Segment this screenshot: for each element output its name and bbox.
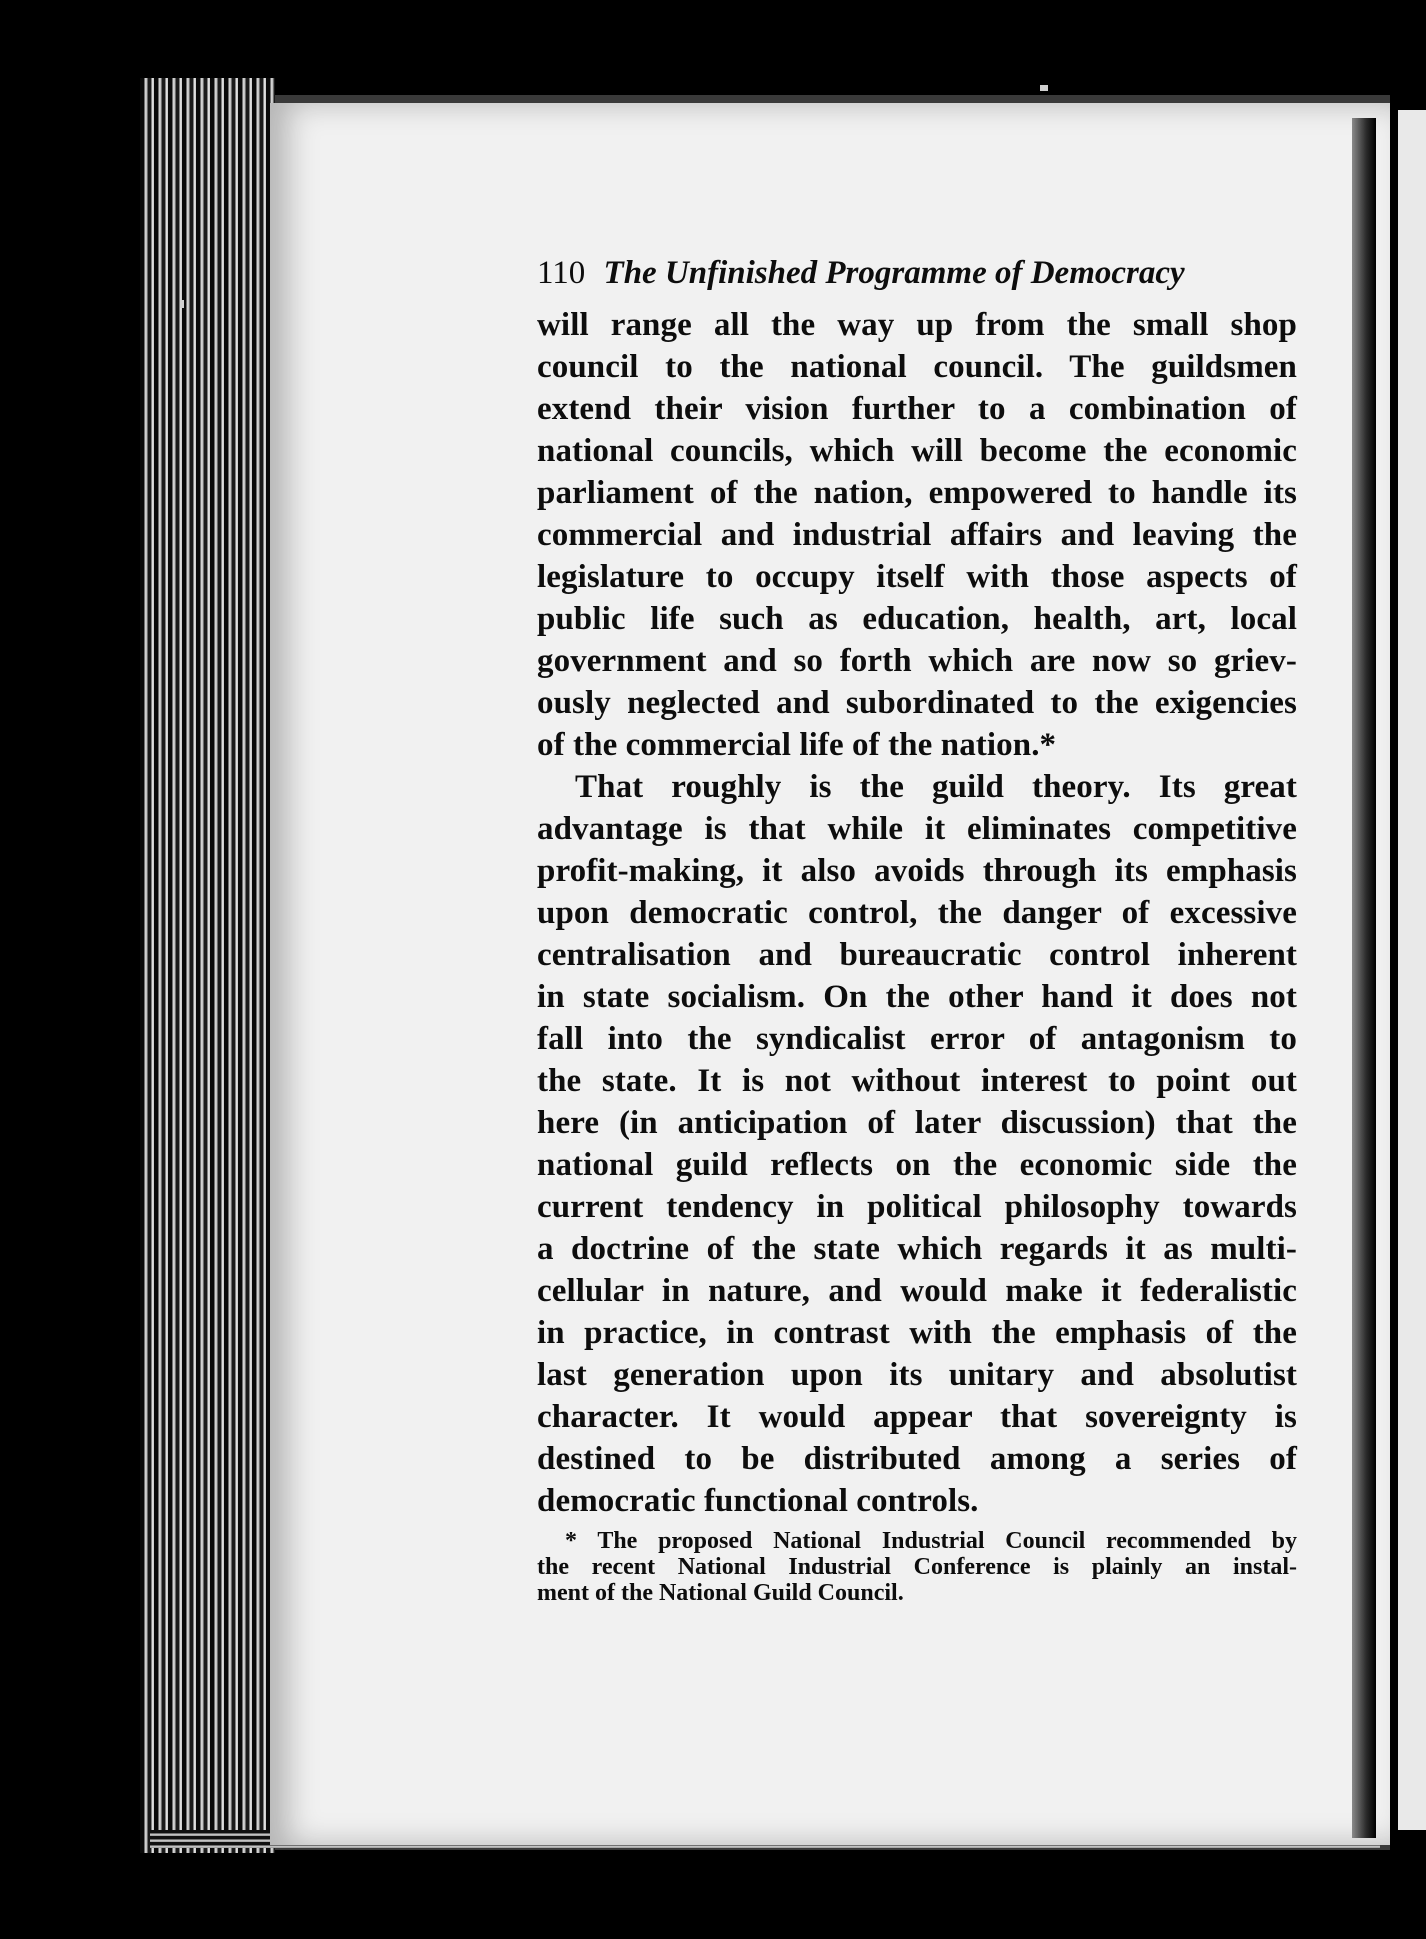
text-line: centralisation and bureaucratic control inherent — [537, 937, 1297, 973]
footnote-line: the recent National Industrial Conference is plainly an instal- — [537, 1554, 1297, 1580]
text-line: profit-making, it also avoids through its emphasis — [537, 853, 1297, 889]
text-line: ously neglected and subordinated to the exigencies — [537, 685, 1297, 721]
paragraph-2 — [537, 766, 1297, 1522]
page-number: 110 — [537, 255, 586, 291]
text-line: advantage is that while it eliminates competitive — [537, 811, 1297, 847]
text-line: character. It would appear that sovereignty is — [537, 1399, 1297, 1435]
footnote-line: ment of the National Guild Council. — [537, 1580, 904, 1606]
text-line: in state socialism. On the other hand it does not — [537, 979, 1297, 1015]
text-line: government and so forth which are now so griev- — [537, 643, 1297, 679]
text-line: current tendency in political philosophy towards — [537, 1189, 1297, 1225]
text-line: national guild reflects on the economic side the — [537, 1147, 1297, 1183]
scan-speck — [1040, 85, 1048, 91]
paragraph-1 — [537, 304, 1297, 766]
text-line: the state. It is not without interest to point out — [537, 1063, 1297, 1099]
text-line: That roughly is the guild theory. Its great — [575, 769, 1297, 805]
text-line: cellular in nature, and would make it federalistic — [537, 1273, 1297, 1309]
text-line: destined to be distributed among a series of — [537, 1441, 1297, 1477]
text-line: fall into the syndicalist error of antagonism to — [537, 1021, 1297, 1057]
text-line: democratic functional controls. — [537, 1483, 979, 1519]
text-line: will range all the way up from the small shop — [537, 307, 1297, 343]
book-title: The Unfinished Programme of Democracy — [603, 255, 1185, 291]
text-line: here (in anticipation of later discussion) that the — [537, 1105, 1297, 1141]
text-line: extend their vision further to a combination of — [537, 391, 1297, 427]
text-line: council to the national council. The guildsmen — [537, 349, 1297, 385]
text-line: national councils, which will become the economic — [537, 433, 1297, 469]
facing-page-edge — [1398, 110, 1426, 1830]
text-line: parliament of the nation, empowered to handle its — [537, 475, 1297, 511]
footnote-line: * The proposed National Industrial Council recommended by — [565, 1528, 1297, 1554]
book-fore-edge — [140, 78, 275, 1853]
text-line: of the commercial life of the nation.* — [537, 727, 1057, 763]
running-head — [537, 252, 1297, 294]
text-line: commercial and industrial affairs and leaving the — [537, 517, 1297, 553]
text-line: legislature to occupy itself with those aspects of — [537, 559, 1297, 595]
text-line: last generation upon its unitary and absolutist — [537, 1357, 1297, 1393]
text-line: public life such as education, health, art, local — [537, 601, 1297, 637]
gutter-shadow — [1352, 118, 1376, 1838]
footnote — [537, 1528, 1297, 1606]
text-line: in practice, in contrast with the emphasis of the — [537, 1315, 1297, 1351]
text-line: a doctrine of the state which regards it as multi- — [537, 1231, 1297, 1267]
text-line: upon democratic control, the danger of excessive — [537, 895, 1297, 931]
scan-speck — [180, 300, 184, 308]
page-text — [537, 252, 1297, 1606]
